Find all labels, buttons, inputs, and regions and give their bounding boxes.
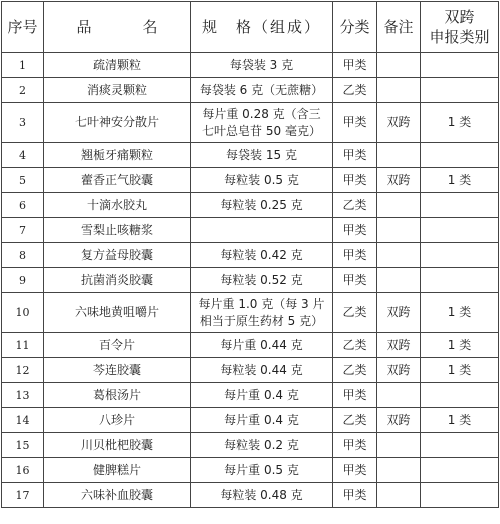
cell-remark xyxy=(377,53,421,78)
header-dual xyxy=(421,2,499,53)
spec-line: 相当于原生药材 5 克） xyxy=(199,313,324,328)
spec-line: 每粒装 0.44 克 xyxy=(220,362,303,377)
cell-remark xyxy=(377,243,421,268)
cell-seq: 4 xyxy=(2,143,44,168)
cell-spec xyxy=(191,243,333,268)
cell-name: 抗菌消炎胶囊 xyxy=(44,268,191,293)
cell-seq: 6 xyxy=(2,193,44,218)
spec-line: 每粒装 0.5 克 xyxy=(224,172,299,187)
cell-name: 六味补血胶囊 xyxy=(44,483,191,508)
cell-name: 七叶神安分散片 xyxy=(44,103,191,143)
cell-category: 甲类 xyxy=(333,168,377,193)
cell-spec xyxy=(191,333,333,358)
header-name: 品 名 xyxy=(44,2,191,53)
spec-line: 每片重 0.44 克 xyxy=(220,337,303,352)
cell-category: 乙类 xyxy=(333,78,377,103)
cell-name: 藿香正气胶囊 xyxy=(44,168,191,193)
cell-remark xyxy=(377,268,421,293)
cell-dual xyxy=(421,433,499,458)
cell-remark xyxy=(377,383,421,408)
cell-seq: 11 xyxy=(2,333,44,358)
cell-seq: 1 xyxy=(2,53,44,78)
cell-seq: 13 xyxy=(2,383,44,408)
cell-category: 甲类 xyxy=(333,458,377,483)
cell-category: 甲类 xyxy=(333,218,377,243)
table-row xyxy=(2,433,499,458)
cell-dual: 1 类 xyxy=(421,103,499,143)
spec-line: 每袋装 15 克 xyxy=(226,147,297,162)
cell-spec xyxy=(191,218,333,243)
header-seq: 序号 xyxy=(2,2,44,53)
spec-line: 每粒装 0.48 克 xyxy=(220,487,303,502)
table-row xyxy=(2,193,499,218)
table-row xyxy=(2,333,499,358)
table-row xyxy=(2,358,499,383)
cell-spec xyxy=(191,143,333,168)
table-row xyxy=(2,243,499,268)
cell-seq: 5 xyxy=(2,168,44,193)
cell-name: 复方益母胶囊 xyxy=(44,243,191,268)
cell-name: 八珍片 xyxy=(44,408,191,433)
cell-seq: 15 xyxy=(2,433,44,458)
spec-line: 每粒装 0.42 克 xyxy=(220,247,303,262)
cell-spec xyxy=(191,293,333,333)
table-row xyxy=(2,383,499,408)
cell-seq: 16 xyxy=(2,458,44,483)
spec-line: 每片重 0.4 克 xyxy=(224,387,299,402)
cell-dual: 1 类 xyxy=(421,168,499,193)
cell-category: 甲类 xyxy=(333,268,377,293)
cell-name: 雪梨止咳糖浆 xyxy=(44,218,191,243)
cell-seq: 8 xyxy=(2,243,44,268)
header-category: 分类 xyxy=(333,2,377,53)
cell-dual xyxy=(421,78,499,103)
cell-seq: 10 xyxy=(2,293,44,333)
table-row xyxy=(2,293,499,333)
cell-remark: 双跨 xyxy=(377,408,421,433)
header-remark: 备注 xyxy=(377,2,421,53)
drug-table xyxy=(1,1,499,508)
spec-line: 每片重 1.0 克（每 3 片 xyxy=(198,296,325,311)
cell-remark xyxy=(377,433,421,458)
cell-seq: 2 xyxy=(2,78,44,103)
header-dual-line2: 申报类别 xyxy=(429,28,490,46)
cell-name: 翘栀牙痛颗粒 xyxy=(44,143,191,168)
spec-line: 每片重 0.4 克 xyxy=(224,412,299,427)
cell-seq: 9 xyxy=(2,268,44,293)
table-row xyxy=(2,218,499,243)
cell-seq: 12 xyxy=(2,358,44,383)
cell-name: 健脾糕片 xyxy=(44,458,191,483)
cell-dual xyxy=(421,483,499,508)
cell-spec xyxy=(191,483,333,508)
cell-seq: 3 xyxy=(2,103,44,143)
cell-dual: 1 类 xyxy=(421,408,499,433)
cell-spec xyxy=(191,408,333,433)
cell-remark xyxy=(377,143,421,168)
spec-line: 每片重 0.28 克（含三 xyxy=(202,106,321,121)
cell-category: 乙类 xyxy=(333,193,377,218)
cell-remark xyxy=(377,218,421,243)
cell-seq: 14 xyxy=(2,408,44,433)
table-container xyxy=(1,1,499,508)
cell-dual xyxy=(421,53,499,78)
cell-remark xyxy=(377,78,421,103)
cell-category: 甲类 xyxy=(333,143,377,168)
cell-category: 乙类 xyxy=(333,293,377,333)
cell-name: 芩连胶囊 xyxy=(44,358,191,383)
cell-category: 甲类 xyxy=(333,103,377,143)
cell-name: 百令片 xyxy=(44,333,191,358)
spec-line: 每袋装 3 克 xyxy=(229,57,294,72)
spec-line: 每袋装 6 克（无蔗糖） xyxy=(199,82,324,97)
cell-category: 甲类 xyxy=(333,483,377,508)
spec-line: 每片重 0.5 克 xyxy=(224,462,299,477)
table-row xyxy=(2,103,499,143)
table-row xyxy=(2,168,499,193)
cell-seq: 7 xyxy=(2,218,44,243)
table-row xyxy=(2,268,499,293)
cell-spec xyxy=(191,383,333,408)
cell-spec xyxy=(191,78,333,103)
cell-spec xyxy=(191,193,333,218)
table-row xyxy=(2,483,499,508)
cell-dual xyxy=(421,218,499,243)
spec-line: 每粒装 0.25 克 xyxy=(220,197,303,212)
cell-category: 乙类 xyxy=(333,333,377,358)
cell-dual xyxy=(421,193,499,218)
header-row xyxy=(2,2,499,53)
cell-name: 消痰灵颗粒 xyxy=(44,78,191,103)
cell-category: 甲类 xyxy=(333,383,377,408)
cell-spec xyxy=(191,458,333,483)
cell-dual: 1 类 xyxy=(421,358,499,383)
cell-name: 川贝枇杷胶囊 xyxy=(44,433,191,458)
cell-seq: 17 xyxy=(2,483,44,508)
cell-dual: 1 类 xyxy=(421,293,499,333)
cell-name: 葛根汤片 xyxy=(44,383,191,408)
table-row xyxy=(2,53,499,78)
cell-remark: 双跨 xyxy=(377,103,421,143)
cell-dual xyxy=(421,143,499,168)
cell-spec xyxy=(191,103,333,143)
cell-name: 六味地黄咀嚼片 xyxy=(44,293,191,333)
cell-spec xyxy=(191,268,333,293)
cell-dual xyxy=(421,458,499,483)
cell-dual xyxy=(421,383,499,408)
table-row xyxy=(2,458,499,483)
spec-line: 每粒装 0.52 克 xyxy=(220,272,303,287)
cell-category: 乙类 xyxy=(333,358,377,383)
cell-dual xyxy=(421,268,499,293)
cell-name: 疏清颗粒 xyxy=(44,53,191,78)
spec-line: 每粒装 0.2 克 xyxy=(224,437,299,452)
cell-remark xyxy=(377,193,421,218)
header-spec: 规 格（组成） xyxy=(191,2,333,53)
cell-spec xyxy=(191,358,333,383)
cell-remark: 双跨 xyxy=(377,293,421,333)
table-row xyxy=(2,408,499,433)
cell-remark: 双跨 xyxy=(377,333,421,358)
cell-spec xyxy=(191,53,333,78)
cell-remark: 双跨 xyxy=(377,358,421,383)
cell-category: 甲类 xyxy=(333,433,377,458)
cell-spec xyxy=(191,168,333,193)
cell-category: 乙类 xyxy=(333,408,377,433)
table-row xyxy=(2,78,499,103)
cell-category: 甲类 xyxy=(333,243,377,268)
cell-remark xyxy=(377,458,421,483)
header-dual-line1: 双跨 xyxy=(444,8,475,26)
cell-remark: 双跨 xyxy=(377,168,421,193)
cell-dual xyxy=(421,243,499,268)
cell-dual: 1 类 xyxy=(421,333,499,358)
cell-spec xyxy=(191,433,333,458)
cell-remark xyxy=(377,483,421,508)
table-row xyxy=(2,143,499,168)
cell-category: 甲类 xyxy=(333,53,377,78)
spec-line: 七叶总皂苷 50 毫克） xyxy=(202,123,321,138)
cell-name: 十滴水胶丸 xyxy=(44,193,191,218)
table-body xyxy=(2,53,499,508)
